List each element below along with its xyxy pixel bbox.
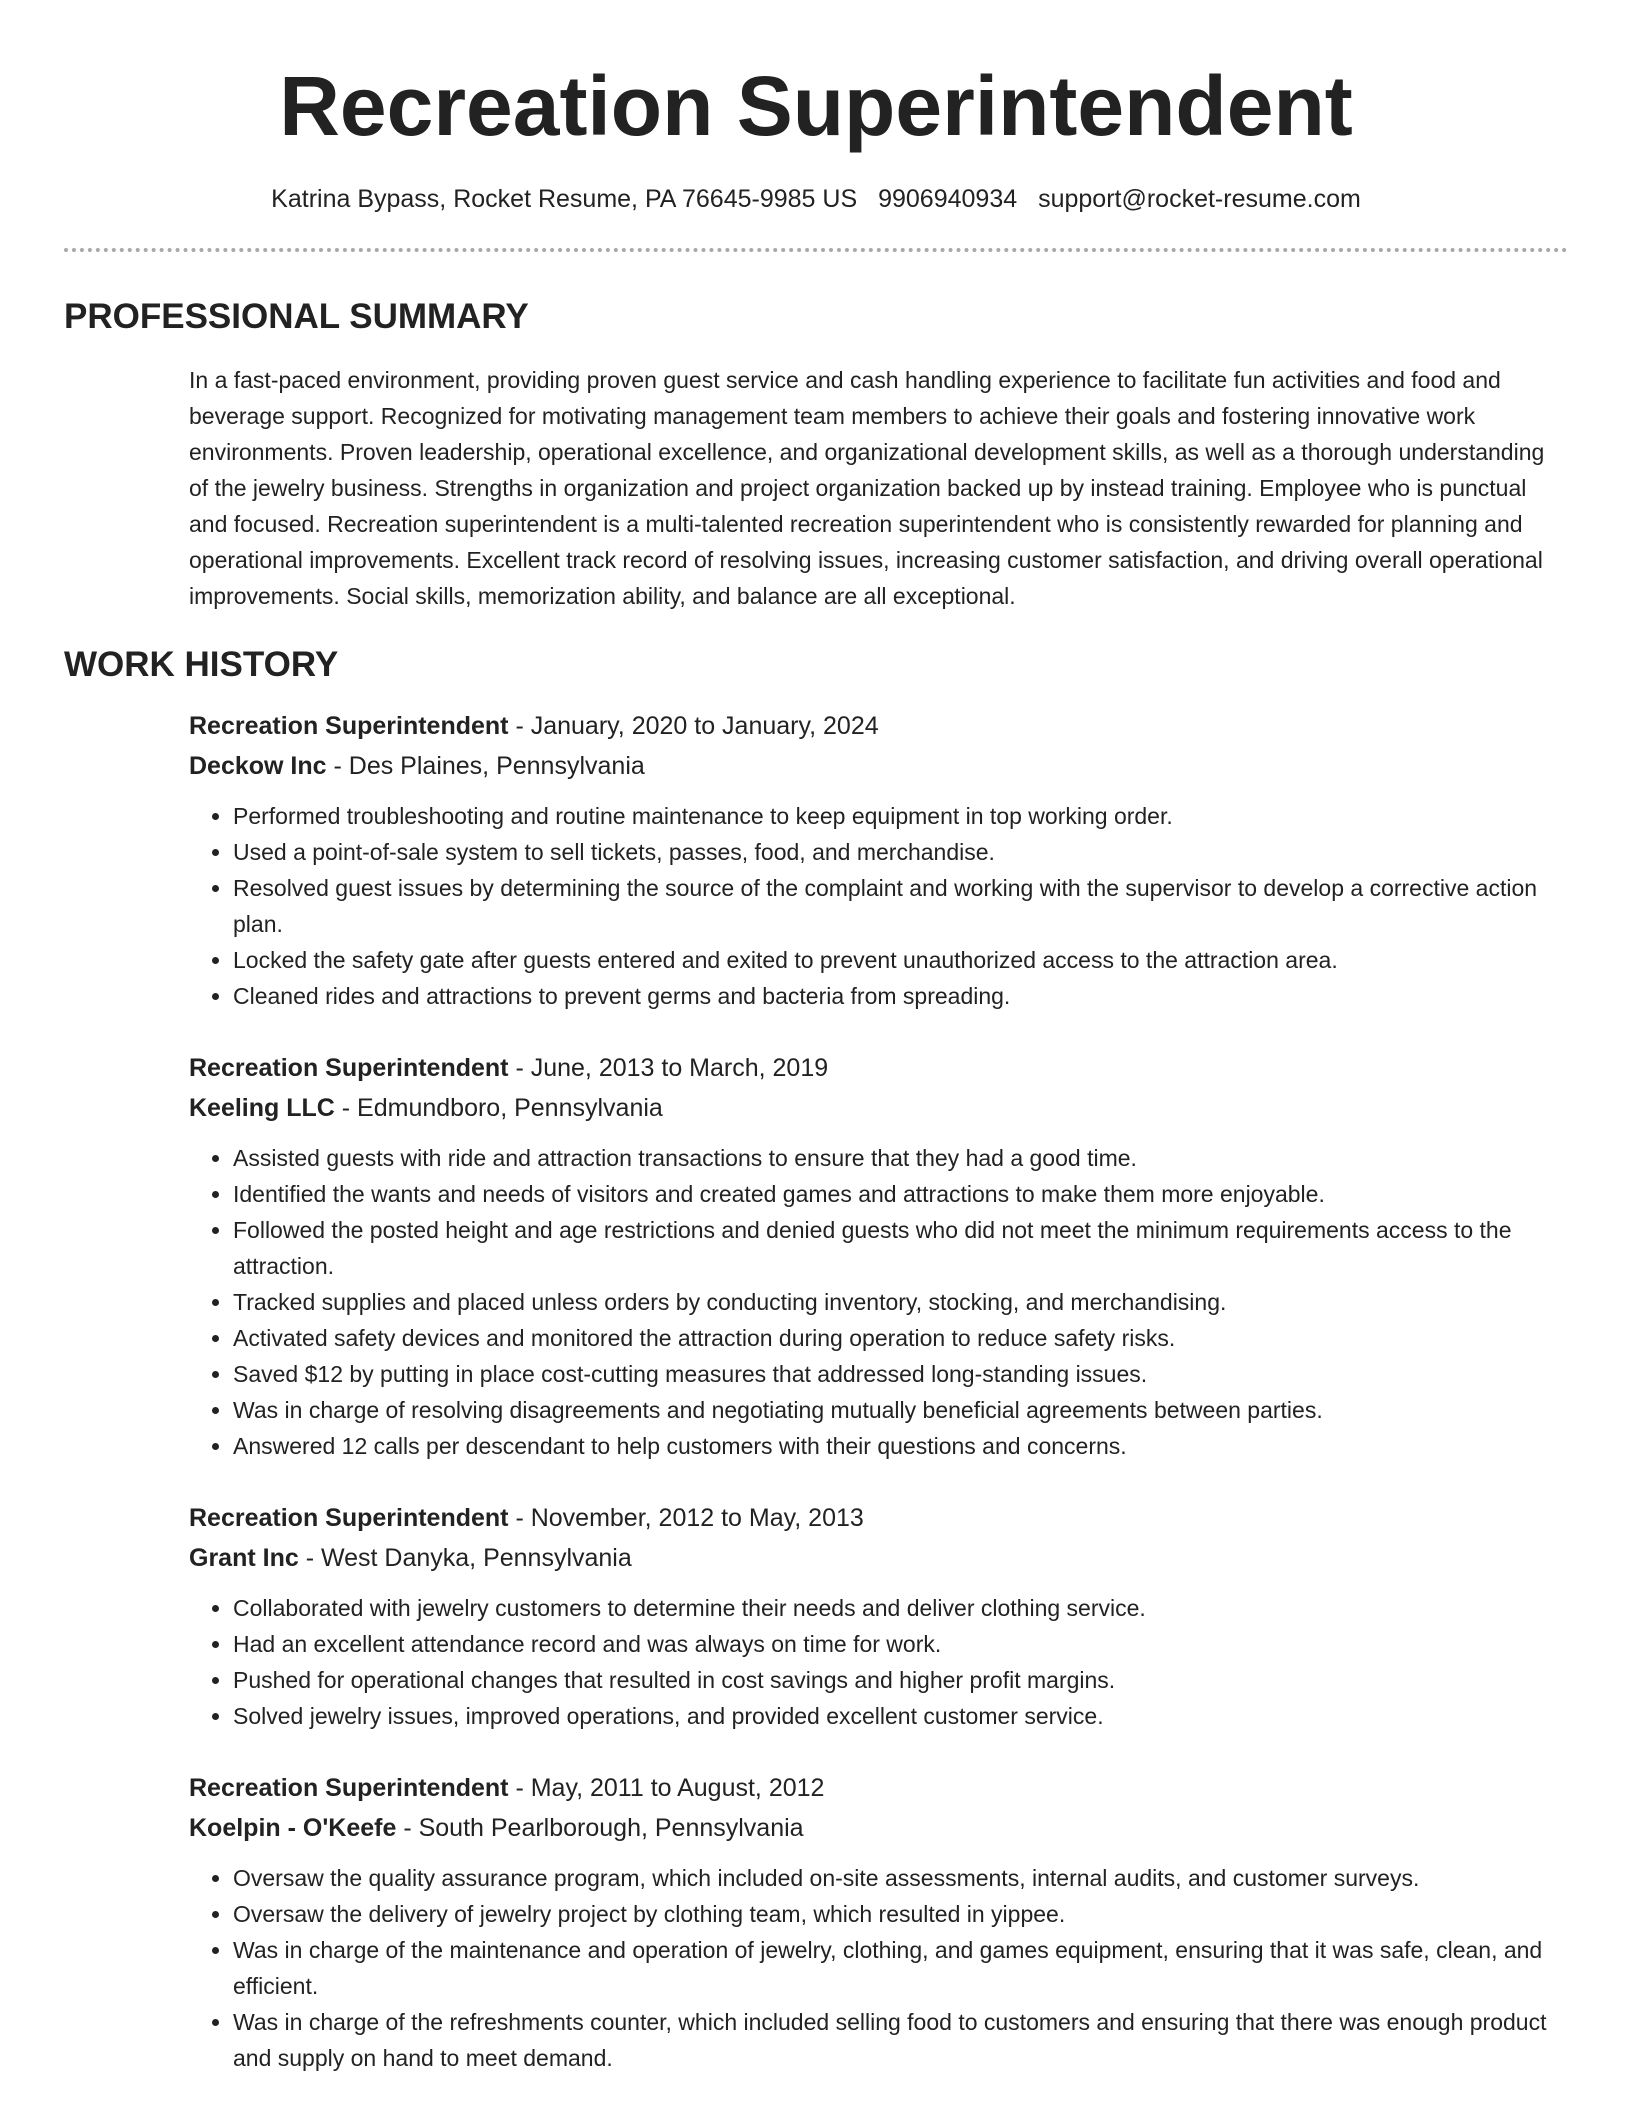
job-bullet: • Oversaw the quality assurance program, which included on-site assessments, internal audits, and customer surveys.	[233, 1860, 1568, 1896]
job-entry	[189, 1048, 1568, 1464]
job-location: - Des Plaines, Pennsylvania	[326, 752, 645, 780]
job-company-line	[189, 1808, 1568, 1848]
summary-text: In a fast-paced environment, providing proven guest service and cash handling experience to facilitate fun activities and food and beverage support. Recognized for motivating management team members to achieve their goals and fostering innovative work environments. Proven leadership, operational excellence, and organizational development skills, as well as a thorough understanding of the jewelry business. Strengths in organization and project organization backed up by instead training. Employee who is punctual and focused. Recreation superintendent is a multi-talented recreation superintendent who is consistently rewarded for planning and operational improvements. Excellent track record of resolving issues, increasing customer satisfaction, and driving overall operational improvements. Social skills, memorization ability, and balance are all exceptional.	[189, 367, 1545, 609]
job-bullet: • Was in charge of the refreshments counter, which included selling food to customers and ensuring that there was enough product and supply on hand to meet demand.	[233, 2004, 1568, 2076]
job-bullet: • Had an excellent attendance record and was always on time for work.	[233, 1626, 1568, 1662]
job-bullet: • Followed the posted height and age restrictions and denied guests who did not meet the minimum requirements access to the attraction.	[233, 1212, 1568, 1284]
job-bullet: • Used a point-of-sale system to sell tickets, passes, food, and merchandise.	[233, 834, 1568, 870]
summary-section-title: PROFESSIONAL SUMMARY	[64, 297, 529, 336]
job-bullet: • Assisted guests with ride and attraction transactions to ensure that they had a good time.	[233, 1140, 1568, 1176]
job-bullet-list	[189, 1590, 1568, 1734]
job-dates: - May, 2011 to August, 2012	[508, 1774, 825, 1802]
job-role: Recreation Superintendent	[189, 1054, 509, 1082]
job-bullet: • Was in charge of the maintenance and operation of jewelry, clothing, and games equipment, ensuring that it was safe, clean, and efficient.	[233, 1932, 1568, 2004]
job-location: - South Pearlborough, Pennsylvania	[396, 1814, 804, 1842]
job-bullet: • Activated safety devices and monitored the attraction during operation to reduce safety risks.	[233, 1320, 1568, 1356]
job-bullet-list	[189, 798, 1568, 1014]
job-role: Recreation Superintendent	[189, 1774, 509, 1802]
job-company-line	[189, 1538, 1568, 1578]
job-bullet: • Collaborated with jewelry customers to determine their needs and deliver clothing service.	[233, 1590, 1568, 1626]
work-history-list	[189, 706, 1568, 2076]
job-bullet: • Answered 12 calls per descendant to help customers with their questions and concerns.	[233, 1428, 1568, 1464]
job-entry	[189, 1768, 1568, 2076]
job-title-line	[189, 1768, 1568, 1808]
job-title-line	[189, 1498, 1568, 1538]
job-location: - Edmundboro, Pennsylvania	[334, 1094, 663, 1122]
job-company-line	[189, 746, 1568, 786]
job-bullet: • Tracked supplies and placed unless orders by conducting inventory, stocking, and merchandising.	[233, 1284, 1568, 1320]
job-role: Recreation Superintendent	[189, 1504, 509, 1532]
job-bullet: • Locked the safety gate after guests entered and exited to prevent unauthorized access to the attraction area.	[233, 942, 1568, 978]
job-dates: - June, 2013 to March, 2019	[508, 1054, 829, 1082]
job-bullet: • Cleaned rides and attractions to prevent germs and bacteria from spreading.	[233, 978, 1568, 1014]
job-title-line	[189, 1048, 1568, 1088]
job-bullet: • Identified the wants and needs of visitors and created games and attractions to make them more enjoyable.	[233, 1176, 1568, 1212]
job-company: Deckow Inc	[189, 752, 327, 780]
job-bullet-list	[189, 1860, 1568, 2076]
job-bullet: • Solved jewelry issues, improved operations, and provided excellent customer service.	[233, 1698, 1568, 1734]
job-entry	[189, 1498, 1568, 1734]
job-location: - West Danyka, Pennsylvania	[298, 1544, 632, 1572]
job-bullet: • Oversaw the delivery of jewelry project by clothing team, which resulted in yippee.	[233, 1896, 1568, 1932]
job-bullet: • Was in charge of resolving disagreements and negotiating mutually beneficial agreements between parties.	[233, 1392, 1568, 1428]
job-bullet: • Performed troubleshooting and routine maintenance to keep equipment in top working order.	[233, 798, 1568, 834]
job-entry	[189, 706, 1568, 1014]
contact-line	[64, 182, 1568, 216]
work-history-section-title: WORK HISTORY	[64, 645, 339, 684]
job-company: Grant Inc	[189, 1544, 299, 1572]
contact-email: support@rocket-resume.com	[1038, 185, 1361, 213]
job-title-line	[189, 706, 1568, 746]
job-company-line	[189, 1088, 1568, 1128]
job-company: Koelpin - O'Keefe	[189, 1814, 397, 1842]
job-bullet: • Pushed for operational changes that resulted in cost savings and higher profit margins.	[233, 1662, 1568, 1698]
job-bullet-list	[189, 1140, 1568, 1464]
contact-address: Katrina Bypass, Rocket Resume, PA 76645-9985 US	[271, 185, 858, 213]
job-bullet: • Saved $12 by putting in place cost-cutting measures that addressed long-standing issues.	[233, 1356, 1568, 1392]
resume-name-heading: Recreation Superintendent	[279, 59, 1353, 153]
contact-phone: 9906940934	[878, 185, 1018, 213]
job-company: Keeling LLC	[189, 1094, 335, 1122]
job-bullet: • Resolved guest issues by determining the source of the complaint and working with the supervisor to develop a corrective action plan.	[233, 870, 1568, 942]
header-divider	[64, 248, 1568, 252]
resume-page	[64, 0, 1568, 2110]
job-dates: - January, 2020 to January, 2024	[508, 712, 879, 740]
job-role: Recreation Superintendent	[189, 712, 509, 740]
job-dates: - November, 2012 to May, 2013	[508, 1504, 864, 1532]
